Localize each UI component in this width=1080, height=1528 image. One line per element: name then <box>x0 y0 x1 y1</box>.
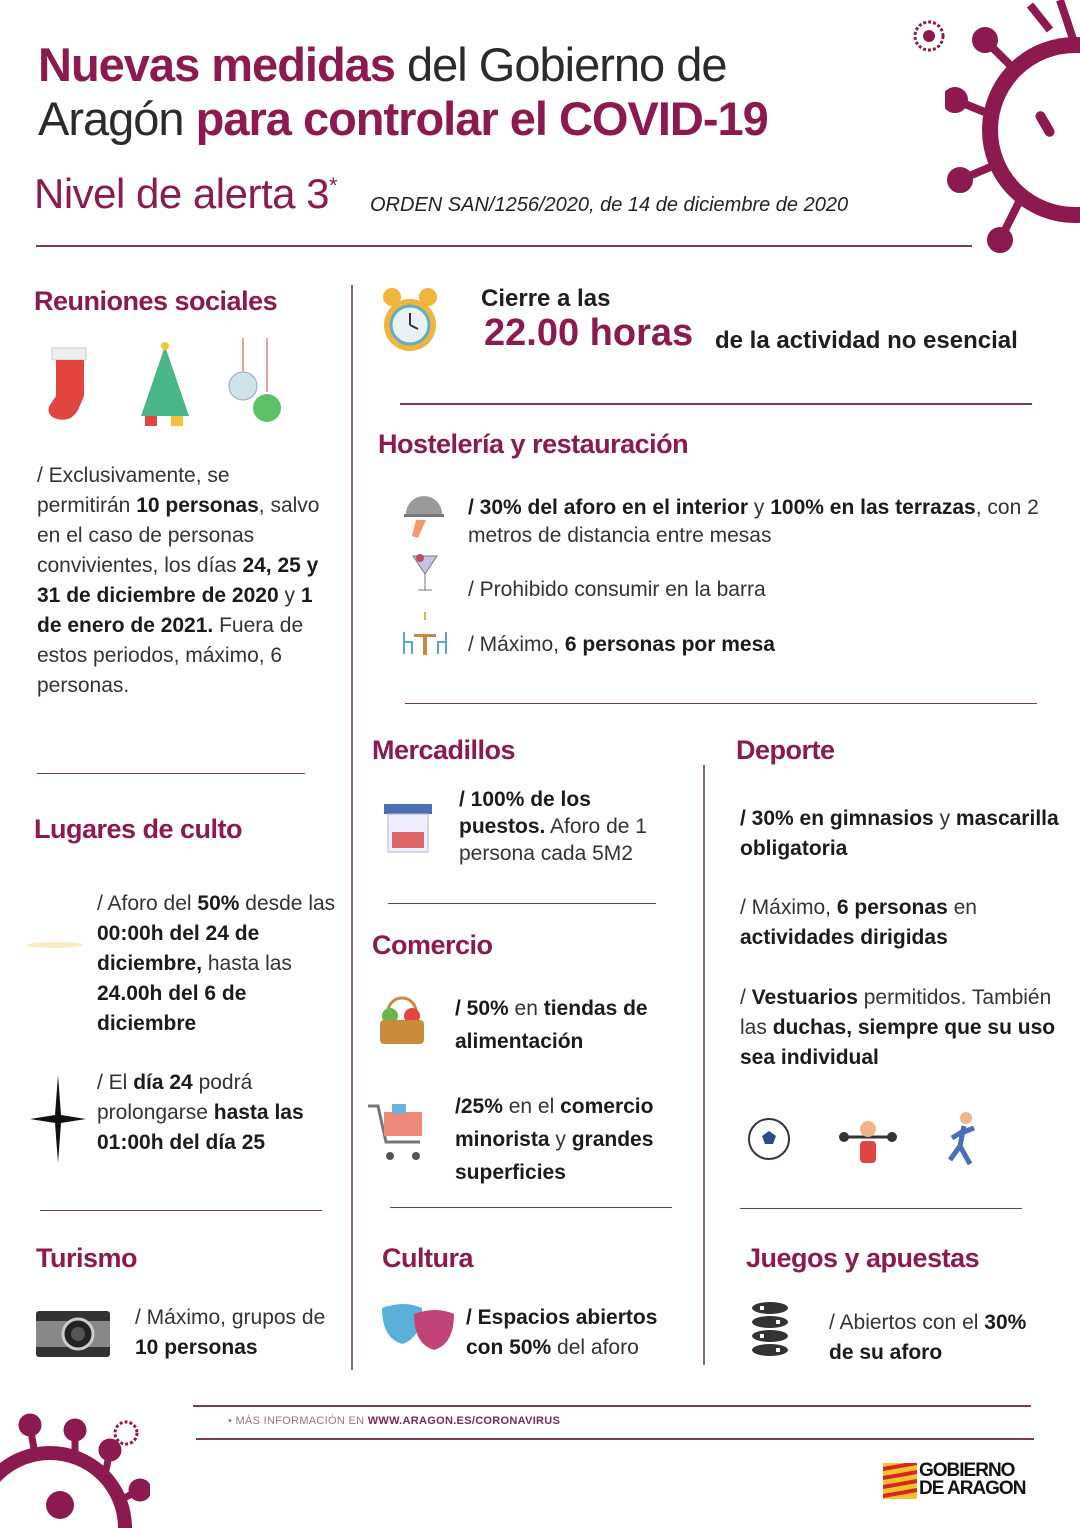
text-segment: grandes superficies <box>455 1128 654 1184</box>
stocking-icon <box>42 340 102 428</box>
mercadillos-text <box>459 786 679 867</box>
text-segment: , salvo en el caso de personas convivientes, los días <box>37 494 320 577</box>
juegos-text <box>829 1308 1049 1368</box>
text-segment: y <box>748 496 771 519</box>
turismo-text <box>135 1303 335 1363</box>
section-heading-reuniones: Reuniones sociales <box>34 286 278 316</box>
small-virus-icon <box>108 1415 144 1451</box>
culto-item-1 <box>97 889 342 1039</box>
text-segment: / Prohibido consumir en la barra <box>468 578 766 601</box>
christmas-tree-icon <box>135 338 195 430</box>
deporte-item-1 <box>740 804 1060 864</box>
text-segment: en <box>508 997 544 1020</box>
hosteleria-item-2 <box>468 575 766 605</box>
text-segment: Fuera de estos periodos, máximo, 6 personas. <box>37 614 304 697</box>
text-segment: del Gobierno de <box>394 38 727 91</box>
deporte-item-3 <box>740 983 1060 1073</box>
text-segment: / Aforo del <box>97 892 198 915</box>
text-segment: Aforo de 1 persona cada 5M2 <box>459 815 647 865</box>
text-segment: / 50% <box>455 997 509 1020</box>
section-heading-cultura: Cultura <box>382 1243 473 1273</box>
camera-icon <box>36 1305 110 1357</box>
closing-time: 22.00 horas <box>484 312 694 354</box>
divider <box>37 773 305 774</box>
text-segment: desde las <box>239 892 336 915</box>
text-segment: 1 de enero de 2021. <box>37 584 313 637</box>
more-info: • MÁS INFORMACIÓN EN WWW.ARAGON.ES/CORONAVIRUS <box>228 1415 561 1427</box>
alarm-clock-icon <box>380 285 440 357</box>
text-segment: 24.00h del 6 de diciembre <box>97 982 247 1035</box>
text-segment: duchas, siempre que su uso sea individual <box>740 1016 1056 1069</box>
text-segment: día 24 <box>133 1071 193 1094</box>
virus-icon <box>945 0 1080 260</box>
comercio-item-2 <box>455 1090 695 1189</box>
column-divider <box>703 765 705 1365</box>
text-segment: y <box>278 584 301 607</box>
text-segment: /25% <box>455 1095 503 1118</box>
text-segment: 50% <box>197 892 240 915</box>
aragon-flag-icon <box>883 1463 917 1499</box>
order-reference: ORDEN SAN/1256/2020, de 14 de diciembre de 2020 <box>370 194 849 216</box>
section-heading-juegos: Juegos y apuestas <box>746 1243 980 1273</box>
text-segment: / Máximo, <box>468 633 565 656</box>
divider <box>390 1207 672 1208</box>
closing-label: Cierre a las <box>481 285 611 312</box>
text-segment: y <box>933 807 956 830</box>
text-segment: / Máximo, <box>740 896 837 919</box>
section-heading-deporte: Deporte <box>736 735 835 765</box>
text-segment: / Máximo, grupos de <box>135 1306 326 1329</box>
text-segment: / 30% del aforo en el interior <box>468 496 749 519</box>
text-segment: / Espacios abiertos con 50% <box>466 1306 658 1359</box>
divider <box>40 1210 322 1211</box>
text-segment: / Abiertos con el <box>829 1311 985 1334</box>
comercio-item-1 <box>455 992 695 1058</box>
text-segment: / Exclusivamente, se permitirán <box>37 464 230 517</box>
table-chairs-icon <box>400 612 450 658</box>
column-divider <box>351 285 353 1370</box>
weightlifter-icon <box>838 1115 898 1167</box>
text-segment: hasta las <box>202 952 292 975</box>
text-segment: podrá prolongarse <box>97 1071 253 1124</box>
text-segment: / 30% en gimnasios <box>740 807 934 830</box>
divider <box>388 903 656 904</box>
divider <box>400 403 1032 405</box>
shopping-cart-icon <box>366 1100 432 1166</box>
deporte-item-2 <box>740 893 1060 953</box>
title-line-1 <box>38 38 768 92</box>
soccer-ball-icon <box>747 1117 791 1161</box>
text-segment: 10 personas <box>135 1336 258 1359</box>
info-link[interactable]: WWW.ARAGON.ES/CORONAVIRUS <box>367 1415 561 1427</box>
divider <box>740 1208 1022 1209</box>
section-heading-mercadillos: Mercadillos <box>372 735 516 765</box>
glow-icon <box>25 925 85 965</box>
text-segment: 6 personas por mesa <box>564 633 775 656</box>
text-segment: 100% en las terrazas <box>770 496 976 519</box>
cocktail-icon <box>410 550 440 594</box>
divider <box>405 703 1037 704</box>
text-segment: actividades dirigidas <box>740 926 948 949</box>
text-segment: Vestuarios <box>751 986 858 1009</box>
text-segment: 00:00h del 24 de diciembre, <box>97 922 260 975</box>
text-segment: hasta las 01:00h del día 25 <box>97 1101 304 1154</box>
divider <box>36 245 972 247</box>
text-segment: en <box>947 896 977 919</box>
hosteleria-item-3 <box>468 630 775 660</box>
section-heading-hosteleria: Hostelería y restauración <box>378 429 689 459</box>
text-segment: mascarilla obligatoria <box>740 807 1059 860</box>
text-segment: del aforo <box>551 1336 639 1359</box>
runner-icon <box>940 1110 980 1170</box>
text-segment: comercio minorista <box>455 1095 654 1151</box>
casino-chips-icon <box>748 1300 792 1360</box>
section-heading-turismo: Turismo <box>36 1243 138 1273</box>
page-title <box>38 38 768 146</box>
text-segment: 6 personas <box>836 896 948 919</box>
ornaments-icon <box>225 338 285 428</box>
divider <box>196 1438 1034 1440</box>
text-segment: para controlar el COVID-19 <box>195 92 768 145</box>
small-virus-icon <box>905 12 953 60</box>
text-segment: y <box>549 1128 572 1151</box>
alert-level: Nivel de alerta 3* <box>34 170 338 217</box>
cultura-text <box>466 1303 696 1363</box>
text-segment: / <box>740 986 752 1009</box>
market-stall-icon <box>382 802 434 856</box>
closing-description: de la actividad no esencial <box>715 327 1018 354</box>
text-segment: 10 personas <box>136 494 259 517</box>
serving-cloche-icon <box>402 492 446 542</box>
text-segment: Aragón <box>38 92 196 145</box>
text-segment: 30% de su aforo <box>829 1311 1027 1364</box>
grocery-basket-icon <box>376 992 428 1048</box>
divider <box>193 1405 1031 1407</box>
section-heading-comercio: Comercio <box>372 930 493 960</box>
text-segment: en el <box>502 1095 561 1118</box>
culto-item-2 <box>97 1068 342 1158</box>
reuniones-text <box>37 461 327 701</box>
text-segment: 24, 25 y 31 de diciembre de 2020 <box>37 554 319 607</box>
text-segment: permitidos. También las <box>740 986 1052 1039</box>
section-heading-culto: Lugares de culto <box>34 814 243 844</box>
star-icon <box>30 1075 86 1163</box>
text-segment: / El <box>97 1071 134 1094</box>
text-segment: / 100% de los puestos. <box>459 788 591 838</box>
text-segment: tiendas de alimentación <box>455 997 648 1053</box>
theater-masks-icon <box>380 1300 456 1356</box>
hosteleria-item-1 <box>468 494 1048 550</box>
text-segment: , con 2 metros de distancia entre mesas <box>468 496 1039 547</box>
text-segment: Nuevas medidas <box>38 38 395 91</box>
title-line-2 <box>38 92 768 146</box>
